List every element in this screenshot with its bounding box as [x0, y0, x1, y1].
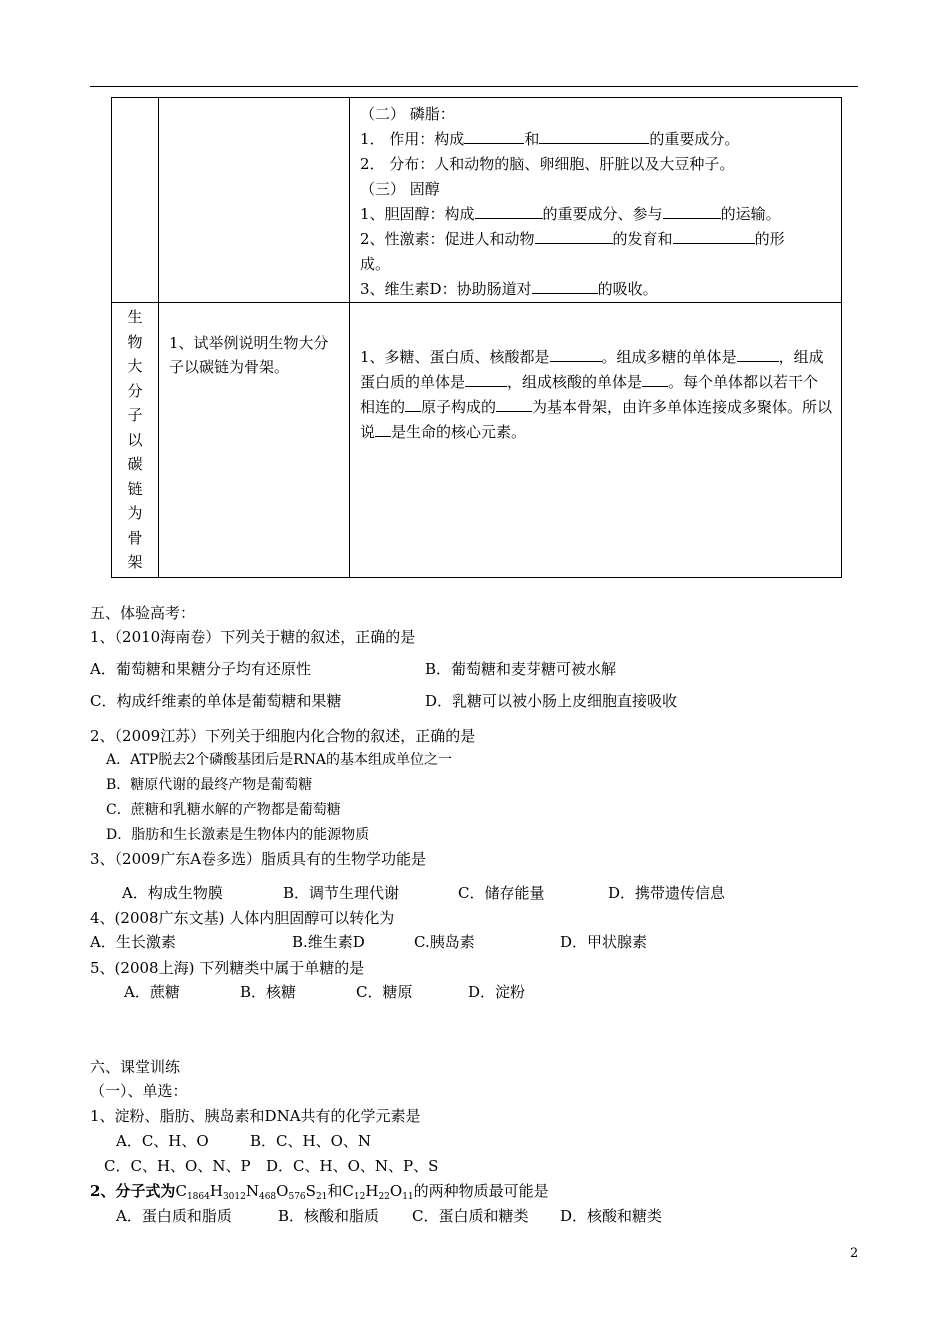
- section-char: 分: [127, 381, 143, 400]
- phospholipid-function: 1． 作用：构成 和 的重要成分。: [360, 130, 740, 148]
- table-row: [112, 303, 842, 578]
- q5-4-option-a: A．生长激素: [90, 933, 176, 951]
- question-text: 1、试举例说明生物大分子以碳链为骨架。: [169, 334, 329, 376]
- q5-5-option-d: D．淀粉: [468, 983, 526, 1001]
- section-char: 骨: [127, 528, 143, 547]
- section-5-title: 五、体验高考：: [90, 604, 196, 622]
- section-char: 碳: [127, 455, 143, 473]
- q5-1-option-c: C．构成纤维素的单体是葡萄糖和果糖: [90, 692, 342, 710]
- q6-1-option-c: C．C、H、O、N、P: [104, 1157, 251, 1175]
- q5-5-option-c: C．糖原: [356, 983, 413, 1001]
- answer-blank[interactable]: [535, 229, 613, 244]
- q5-5-option-a: A．蔗糖: [124, 983, 180, 1001]
- answer-blank[interactable]: [539, 129, 649, 144]
- q6-1-option-b: B．C、H、O、N: [250, 1132, 372, 1150]
- q6-1-stem: 1、淀粉、脂肪、胰岛素和DNA共有的化学元素是: [90, 1107, 421, 1125]
- sex-hormone-line: 2、性激素：促进人和动物 的发育和 的形: [360, 230, 785, 248]
- q6-2-option-c: C．蛋白质和糖类: [412, 1207, 529, 1225]
- q5-2-option-b: B．糖原代谢的最终产物是葡萄糖: [106, 777, 313, 793]
- q5-4-option-b: B.维生素D: [292, 933, 365, 951]
- section-6-subtitle: （一）、单选：: [90, 1082, 188, 1100]
- answer-text: 1、多糖、蛋白质、核酸都是 。组成多糖的单体是 ，组成蛋白质的单体是 ，组成核酸的单体是 。每个单体都以若干个相连的 原子构成的 为基本骨架，由许多单体连接成多聚体。所以说 是生命的核心元素。: [360, 348, 833, 441]
- phospholipid-heading: （二） 磷脂：: [360, 105, 455, 123]
- section-char: 链: [127, 479, 143, 498]
- q5-1-option-a: A．葡萄糖和果糖分子均有还原性: [90, 660, 311, 678]
- answer-blank[interactable]: [642, 372, 668, 387]
- q5-4-option-c: C.胰岛素: [414, 933, 475, 951]
- vitamin-d-line: 3、维生素D：协助肠道对 的吸收。: [360, 280, 658, 298]
- answer-blank[interactable]: [550, 347, 602, 362]
- section-char: 以: [127, 430, 143, 449]
- q5-3-option-c: C．储存能量: [458, 884, 545, 902]
- sex-hormone-line-end: 成。: [360, 255, 391, 273]
- q5-1-stem: 1、（2010海南卷）下列关于糖的叙述，正确的是: [90, 628, 416, 646]
- cholesterol-line: 1、胆固醇：构成 的重要成分、参与 的运输。: [360, 205, 781, 223]
- page-number: 2: [850, 1246, 859, 1261]
- q5-4-stem: 4、(2008广东文基) 人体内胆固醇可以转化为: [90, 909, 395, 927]
- answer-blank[interactable]: [496, 397, 532, 412]
- q6-2-stem: 2、分子式为$C_{1864}H_{3012}N_{468}O_{576}S_{21}$和$C_{12}H_{22}O_{11}$的两种物质最可能是: [90, 1182, 549, 1202]
- q6-1-option-d: D．C、H、O、N、P、S: [266, 1157, 439, 1175]
- answer-blank[interactable]: [532, 279, 598, 294]
- knowledge-table: [111, 97, 842, 578]
- q5-5-stem: 5、(2008上海) 下列糖类中属于单糖的是: [90, 959, 365, 977]
- answer-blank[interactable]: [405, 397, 421, 412]
- table-cell: [159, 303, 350, 578]
- answer-blank[interactable]: [673, 229, 755, 244]
- q5-4-option-d: D．甲状腺素: [560, 933, 648, 951]
- section-char: 物: [127, 332, 143, 351]
- q6-1-option-a: A．C、H、O: [116, 1132, 209, 1150]
- q5-1-option-d: D．乳糖可以被小肠上皮细胞直接吸收: [425, 692, 678, 710]
- section-char: 生: [127, 308, 143, 326]
- answer-blank[interactable]: [375, 422, 391, 437]
- phospholipid-distribution: 2． 分布：人和动物的脑、卵细胞、肝脏以及大豆种子。: [360, 155, 735, 173]
- q5-2-option-d: D．脂肪和生长激素是生物体内的能源物质: [106, 827, 370, 843]
- q5-5-option-b: B．核糖: [240, 983, 297, 1001]
- header-rule: [90, 86, 858, 87]
- answer-blank[interactable]: [663, 204, 721, 219]
- table-row: [112, 98, 842, 303]
- section-char: 架: [127, 553, 143, 571]
- answer-blank[interactable]: [475, 204, 543, 219]
- table-cell: [350, 303, 842, 578]
- q5-2-option-a: A．ATP脱去2个磷酸基团后是RNA的基本组成单位之一: [106, 752, 453, 768]
- q6-2-option-d: D．核酸和糖类: [560, 1207, 663, 1225]
- section-label-cell: [112, 303, 159, 578]
- q5-2-stem: 2、（2009江苏）下列关于细胞内化合物的叙述，正确的是: [90, 727, 476, 745]
- answer-blank[interactable]: [737, 347, 779, 362]
- q5-3-option-b: B．调节生理代谢: [283, 884, 400, 902]
- q5-3-option-a: A．构成生物膜: [122, 884, 223, 902]
- formula-2: $C_{12}H_{22}O_{11}$: [342, 1182, 414, 1202]
- q5-1-option-b: B．葡萄糖和麦芽糖可被水解: [425, 660, 617, 678]
- section-6-title: 六、课堂训练: [90, 1058, 181, 1076]
- table-cell: [350, 98, 842, 303]
- answer-blank[interactable]: [465, 372, 507, 387]
- q5-3-stem: 3、（2009广东A卷多选）脂质具有的生物学功能是: [90, 850, 427, 868]
- section-char: 为: [127, 504, 143, 522]
- table-cell: [112, 98, 159, 303]
- sterol-heading: （三） 固醇: [360, 180, 440, 198]
- formula-1: $C_{1864}H_{3012}N_{468}O_{576}S_{21}$: [175, 1182, 328, 1202]
- section-char: 子: [127, 406, 143, 424]
- q5-2-option-c: C．蔗糖和乳糖水解的产物都是葡萄糖: [106, 802, 341, 818]
- q6-2-option-a: A．蛋白质和脂质: [116, 1207, 232, 1225]
- q5-3-option-d: D．携带遗传信息: [608, 884, 726, 902]
- q6-2-option-b: B．核酸和脂质: [278, 1207, 380, 1225]
- table-cell: [159, 98, 350, 303]
- section-char: 大: [127, 357, 143, 375]
- answer-blank[interactable]: [464, 129, 524, 144]
